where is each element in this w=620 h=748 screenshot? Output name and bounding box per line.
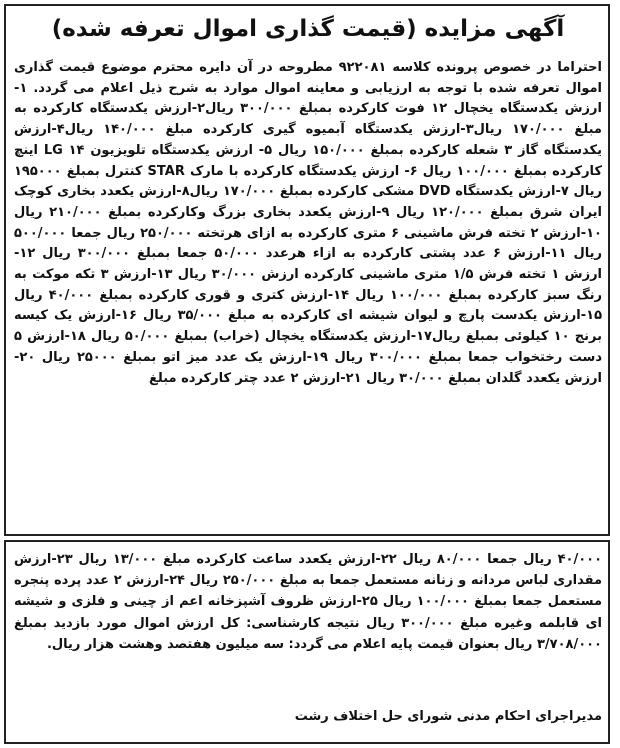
- notice-signature: مدیراجرای احکام مدنی شورای حل اختلاف رشت: [294, 709, 602, 724]
- notice-body-part2: ۴۰/۰۰۰ ریال جمعا ۸۰/۰۰۰ ریال ۲۲-ارزش یکعدد ساعت کارکرده مبلغ ۱۳/۰۰۰ ریال ۲۳-ارزش مقداری لباس مردانه و زنانه مستعمل جمعا به مبلغ ۲۵۰/۰۰۰ ریال ۲۴-ارزش ۲ عدد پرده پنجره مستعمل جمعا بمبلغ ۱۰۰/۰۰۰ ریال ۲۵-ارزش ظروف آشپزخانه اعم از چینی و فلزی و شیشه ای قابلمه وغیره مبلغ ۳۰۰/۰۰۰ ریال نتیجه کارشناسی: کل ارزش اموال مورد بازدید بمبلغ ۳/۷۰۸/۰۰۰ ریال بعنوان قیمت پایه اعلام می گردد: سه میلیون هفتصد وهشت هزار ریال.: [14, 552, 603, 652]
- notice-body-part1: احتراما در خصوص پرونده کلاسه ۹۲۲۰۸۱ مطروحه در آن دایره محترم موضوع قیمت گذاری اموال تعرفه شده با توجه به ارزیابی و معاینه اموال موارد به شرح ذیل اعلام می گردد. ۱-ارزش یکدستگاه یخچال ۱۲ فوت کارکرده بمبلغ ۳۰۰/۰۰۰ ریال۲-ارزش یکدستگاه کارکرده به مبلغ ۱۷۰/۰۰۰ ریال۳-ارزش یکدستگاه آبمیوه گیری کارکرده مبلغ ۱۴۰/۰۰۰ ریال۴-ارزش یکدستگاه گاز ۳ شعله کارکرده بمبلغ ۱۵۰/۰۰۰ ریال ۵- ارزش یکدستگاه تلویزیون LG ۱۴ اینچ کارکرده بمبلغ ۱۰۰/۰۰۰ ریال ۶- ارزش یکدستگاه کارکرده با مارک STAR کنترل بمبلغ ۱۹۵۰۰۰ ریال ۷-ارزش یکدستگاه DVD مشکی کارکرده بمبلغ ۱۷۰/۰۰۰ ریال۸-ارزش یکعدد بخاری کوچک ایران شرق بمبلغ ۱۲۰/۰۰۰ ریال ۹-ارزش یکعدد بخاری بزرگ وکارکرده بمبلغ ۲۱۰/۰۰۰ ریال ۱۰-ارزش ۲ تخته فرش ماشینی ۶ متری کارکرده به ازای هرتخته ۲۵۰/۰۰۰ ریال جمعا ۵۰۰/۰۰۰ ریال ۱۱-ارزش ۶ عدد پشتی کارکرده به ازاء هرعدد ۵۰/۰۰۰ جمعا بمبلغ ۳۰۰/۰۰۰ ریال ۱۲-ارزش ۱ تخته فرش ۱/۵ متری ماشینی کارکرده ارزش ۳۰/۰۰۰ ریال ۱۳-ارزش ۳ تکه موکت به رنگ سبز کارکرده بمبلغ ۱۰۰/۰۰۰ ریال ۱۴-ارزش کتری و قوری کارکرده بمبلغ ۴۰/۰۰۰ ریال ۱۵-ارزش یکدست پارچ و لیوان شیشه ای کارکرده به مبلغ ۳۵/۰۰۰ ریال ۱۶-ارزش یک کیسه برنج ۱۰ کیلوئی بمبلغ ریال۱۷-ارزش یکدستگاه یخچال (خراب) بمبلغ ۵۰/۰۰۰ ریال ۱۸-ارزش ۵ دست رختخواب جمعا بمبلغ ۳۰۰/۰۰۰ ریال ۱۹-ارزش یک عدد میز اتو بمبلغ ۲۵۰۰۰ ریال ۲۰-ارزش یکعدد گلدان بمبلغ ۳۰/۰۰۰ ریال ۲۱-ارزش ۲ عدد چتر کارکرده مبلغ: [14, 60, 603, 386]
- notice-title: آگهی مزایده (قیمت گذاری اموال تعرفه شده): [51, 16, 565, 42]
